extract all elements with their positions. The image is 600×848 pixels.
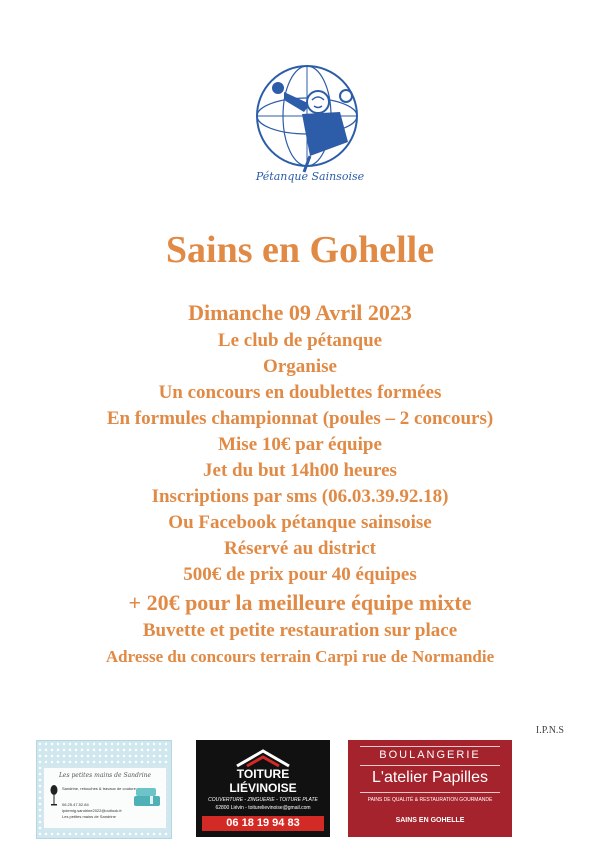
sponsor-toiture-phone: 06 18 19 94 83 [202, 816, 324, 831]
sponsor-sandrine-card [43, 767, 167, 829]
mixed-team-bonus: + 20€ pour la meilleure équipe mixte [128, 590, 472, 615]
sewing-machine-icon [132, 784, 162, 810]
organizer-line: Le club de pétanque [217, 330, 383, 351]
divider [360, 792, 500, 793]
ipns-mention: I.P.N.S [535, 725, 564, 736]
entry-fee: Mise 10€ par équipe [218, 434, 382, 455]
sponsor-sandrine [36, 740, 172, 839]
sponsor-toiture-name-2: LIÉVINOISE [229, 781, 297, 795]
prize-line: 500€ de prix pour 40 équipes [183, 564, 417, 585]
organise-line: Organise [263, 356, 337, 377]
sponsor-sandrine-phone: 06.25.47.52.84 [62, 802, 89, 807]
roof-icon [233, 748, 293, 768]
sponsor-boulangerie-tagline: PAINS DE QUALITÉ & RESTAURATION GOURMANDE [367, 797, 493, 803]
sponsor-boulangerie-name: L'atelier Papilles [371, 769, 488, 786]
registration-facebook: Ou Facebook pétanque sainsoise [168, 512, 432, 533]
sponsor-toiture-name-1: TOITURE [236, 767, 290, 781]
start-time: Jet du but 14h00 heures [203, 460, 397, 481]
divider [360, 746, 500, 747]
page-title: Sains en Gohelle [165, 229, 435, 271]
dress-form-icon [50, 784, 58, 806]
sponsor-toiture-contact: 62800 Liévin - toiturelievinoise@gmail.com [215, 805, 311, 811]
sponsor-sandrine-name: Les petites mains de Sandrine [58, 772, 152, 779]
competition-format: En formules championnat (poules – 2 concours) [106, 408, 494, 429]
sponsor-sandrine-facebook: Les petites mains de Sandrine [62, 814, 116, 819]
district-restriction: Réservé au district [224, 538, 376, 559]
registration-sms: Inscriptions par sms (06.03.39.92.18) [151, 486, 449, 507]
competition-type: Un concours en doublettes formées [158, 382, 442, 403]
sponsor-toiture-services: COUVERTURE - ZINGUERIE - TOITURE PLATE [208, 797, 318, 803]
sponsor-boulangerie [348, 740, 512, 837]
sponsor-sandrine-email: lpdemig.sandrine2022@outlook.fr [62, 808, 122, 813]
sponsor-toiture [196, 740, 330, 837]
logo-caption: Pétanque Sainsoise [255, 170, 365, 183]
announcement-lines [0, 298, 600, 669]
sponsor-sandrine-tagline: Sandrine, retouches & travaux de couture [62, 786, 136, 791]
venue-address: Adresse du concours terrain Carpi rue de Normandie [105, 647, 495, 666]
refreshments-line: Buvette et petite restauration sur place [142, 620, 458, 641]
sponsor-boulangerie-town: SAINS EN GOHELLE [395, 817, 465, 824]
event-date: Dimanche 09 Avril 2023 [188, 300, 412, 325]
sponsor-boulangerie-type: BOULANGERIE [379, 749, 481, 761]
divider [360, 765, 500, 766]
